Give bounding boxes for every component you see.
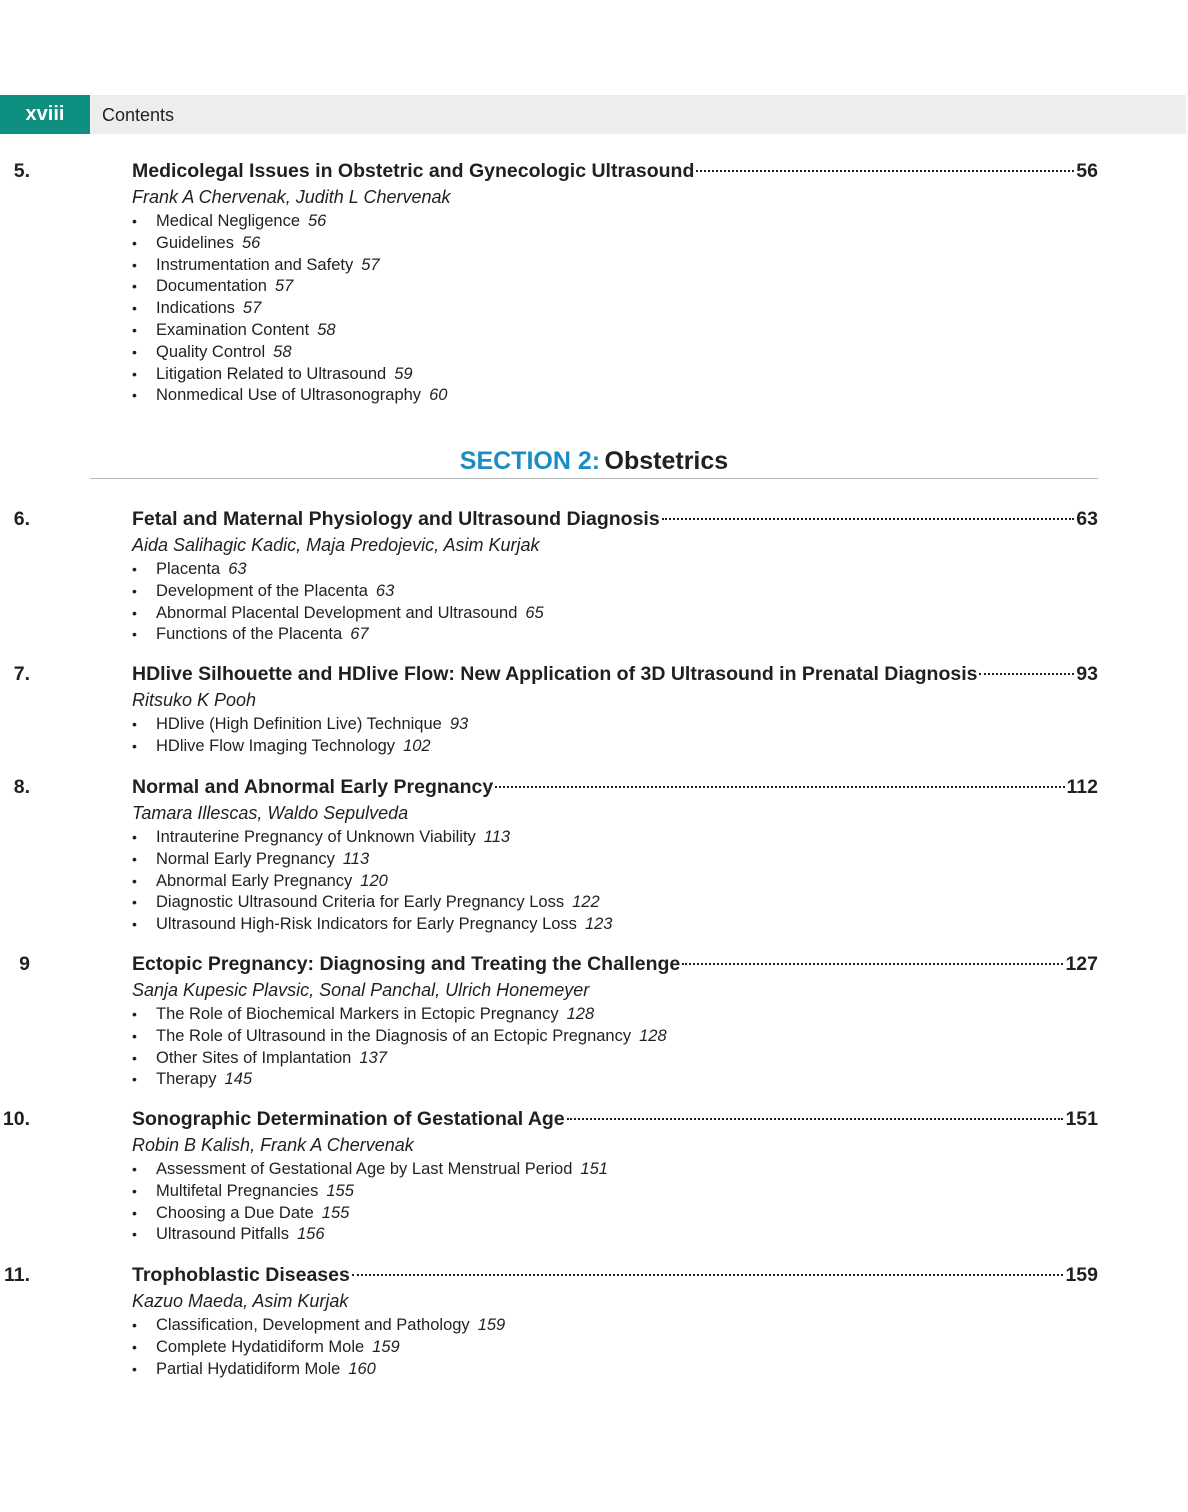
topic-item[interactable] (132, 1224, 608, 1246)
topic-title: Instrumentation and Safety (156, 255, 354, 274)
bullet-icon: • (132, 1049, 137, 1066)
running-header (0, 95, 1186, 134)
topic-page-number: 102 (403, 736, 431, 755)
chapter-number: 5. (13, 160, 30, 182)
topic-item[interactable] (132, 736, 468, 758)
chapter-title[interactable]: Ectopic Pregnancy: Diagnosing and Treating the Challenge (132, 953, 681, 975)
topic-item[interactable] (132, 871, 612, 893)
topic-title: Quality Control (156, 342, 266, 361)
bullet-icon: • (132, 582, 137, 599)
bullet-icon: • (132, 300, 137, 317)
topic-title: Nonmedical Use of Ultrasonography (156, 386, 422, 405)
topic-list (132, 211, 447, 407)
topic-page-number: 155 (321, 1203, 350, 1222)
bullet-icon: • (132, 737, 137, 754)
chapter-page-number: 159 (1065, 1264, 1098, 1286)
topic-page-number: 113 (483, 828, 511, 846)
topic-title: Development of the Placenta (156, 581, 368, 600)
topic-page-number: 58 (317, 320, 336, 339)
topic-title: Ultrasound High-Risk Indicators for Early Pregnancy Loss (156, 915, 577, 934)
chapter-heading (0, 951, 1098, 977)
topic-title: Abnormal Early Pregnancy (156, 871, 353, 890)
topic-page-number: 60 (429, 386, 448, 405)
topic-title: Diagnostic Ultrasound Criteria for Early Pregnancy Loss (156, 893, 565, 912)
topic-title: Abnormal Placental Development and Ultrasound (156, 603, 518, 622)
chapter-title-line[interactable] (132, 951, 1098, 977)
chapter-number: 6. (13, 508, 30, 530)
bullet-icon: • (132, 256, 137, 273)
topic-title: HDlive Flow Imaging Technology (156, 736, 396, 755)
topic-title: Intrauterine Pregnancy of Unknown Viability (156, 828, 476, 846)
chapter-authors: Robin B Kalish, Frank A Chervenak (132, 1135, 414, 1155)
bullet-icon: • (132, 1006, 137, 1022)
chapter-title-line[interactable] (132, 158, 1098, 184)
bullet-icon: • (132, 1161, 137, 1177)
chapter-authors: Kazuo Maeda, Asim Kurjak (132, 1291, 349, 1311)
dot-leader (696, 170, 1074, 172)
chapter-title-line[interactable] (132, 1262, 1098, 1288)
dot-leader (495, 786, 1064, 788)
bullet-icon: • (132, 850, 137, 867)
topic-title: Examination Content (156, 320, 310, 339)
topic-page-number: 57 (361, 255, 380, 274)
section-heading (90, 446, 1098, 479)
topic-page-number: 155 (326, 1181, 354, 1200)
chapter-authors: Aida Salihagic Kadic, Maja Predojevic, Asim Kurjak (132, 535, 540, 555)
chapter-title[interactable]: HDlive Silhouette and HDlive Flow: New Application of 3D Ultrasound in Prenatal Diagnosis (132, 663, 978, 685)
topic-item[interactable] (132, 298, 447, 320)
chapter-heading (0, 774, 1098, 800)
topic-item[interactable] (132, 1069, 667, 1091)
topic-title: Complete Hydatidiform Mole (156, 1337, 365, 1356)
bullet-icon: • (132, 916, 137, 933)
chapter-page-number: 112 (1066, 776, 1098, 798)
topic-title: Choosing a Due Date (156, 1203, 314, 1222)
topic-page-number: 93 (449, 715, 469, 733)
topic-list (132, 1315, 505, 1380)
topic-list (132, 714, 468, 758)
topic-page-number: 145 (224, 1070, 253, 1089)
topic-title: Classification, Development and Pathology (156, 1316, 470, 1334)
chapter-title-line[interactable] (132, 661, 1098, 687)
dot-leader (662, 518, 1075, 520)
topic-item[interactable] (132, 1181, 608, 1203)
topic-page-number: 122 (572, 893, 600, 912)
bullet-icon: • (132, 234, 137, 251)
section-name: Obstetrics (604, 447, 729, 475)
chapter-title-line[interactable] (132, 506, 1098, 532)
topic-item[interactable] (132, 827, 612, 849)
topic-list (132, 827, 612, 936)
topic-page-number: 113 (342, 849, 370, 868)
bullet-icon: • (132, 1338, 137, 1355)
chapter-title[interactable]: Normal and Abnormal Early Pregnancy (132, 776, 494, 798)
chapter-page-number: 127 (1065, 953, 1098, 975)
topic-page-number: 123 (584, 915, 613, 934)
topic-page-number: 156 (296, 1225, 325, 1244)
chapter-page-number: 151 (1065, 1108, 1098, 1130)
topic-item[interactable] (132, 1159, 608, 1181)
topic-page-number: 63 (228, 560, 247, 578)
topic-page-number: 57 (274, 277, 294, 296)
topic-page-number: 58 (273, 342, 292, 361)
bullet-icon: • (132, 1360, 137, 1377)
chapter-title[interactable]: Trophoblastic Diseases (132, 1264, 350, 1286)
topic-page-number: 63 (375, 581, 395, 600)
bullet-icon: • (132, 626, 137, 643)
chapter-heading (0, 1106, 1098, 1132)
bullet-icon: • (132, 365, 137, 382)
topic-item[interactable] (132, 1203, 608, 1225)
section-label: SECTION 2: (459, 447, 601, 475)
topic-page-number: 59 (394, 364, 413, 383)
chapter-title[interactable]: Sonographic Determination of Gestational Age (132, 1108, 565, 1130)
bullet-icon: • (132, 343, 137, 360)
chapter-page-number: 93 (1076, 663, 1098, 685)
topic-item[interactable] (132, 714, 468, 736)
topic-title: Documentation (156, 277, 267, 296)
topic-item[interactable] (132, 320, 447, 342)
page-number: xviii (0, 95, 90, 134)
bullet-icon: • (132, 716, 137, 732)
chapter-page-number: 56 (1076, 160, 1098, 182)
topic-item[interactable] (132, 342, 447, 364)
topic-list (132, 1004, 667, 1091)
bullet-icon: • (132, 561, 137, 577)
chapter-title-line[interactable] (132, 774, 1098, 800)
topic-item[interactable] (132, 1048, 667, 1070)
chapter-number: 10. (2, 1108, 30, 1130)
bullet-icon: • (132, 387, 137, 404)
chapter-number: 7. (13, 663, 30, 685)
chapter-number: 11. (3, 1264, 30, 1286)
topic-page-number: 56 (308, 212, 327, 230)
bullet-icon: • (132, 872, 137, 889)
bullet-icon: • (132, 894, 137, 911)
topic-title: Other Sites of Implantation (156, 1048, 352, 1067)
chapter-heading (0, 158, 1098, 184)
topic-item[interactable] (132, 255, 447, 277)
chapter-authors: Ritsuko K Pooh (132, 690, 257, 710)
bullet-icon: • (132, 1226, 137, 1243)
topic-item[interactable] (132, 603, 544, 625)
topic-title: The Role of Biochemical Markers in Ectopic Pregnancy (156, 1005, 559, 1023)
topic-item[interactable] (132, 1004, 667, 1026)
topic-item[interactable] (132, 849, 612, 871)
topic-page-number: 159 (372, 1337, 400, 1356)
chapter-number: 8. (13, 776, 30, 798)
chapter-authors: Frank A Chervenak, Judith L Chervenak (132, 187, 451, 207)
dot-leader (567, 1118, 1064, 1120)
chapter-authors: Tamara Illescas, Waldo Sepulveda (132, 803, 409, 823)
topic-page-number: 159 (477, 1316, 506, 1334)
topic-title: Placenta (156, 560, 221, 578)
chapter-heading (0, 661, 1098, 687)
topic-page-number: 128 (639, 1026, 667, 1045)
bullet-icon: • (132, 1071, 137, 1088)
dot-leader (979, 673, 1074, 675)
bullet-icon: • (132, 1204, 137, 1221)
topic-item[interactable] (132, 276, 447, 298)
chapter-number: 9 (19, 953, 30, 975)
topic-title: Ultrasound Pitfalls (156, 1225, 289, 1244)
running-title: Contents (102, 105, 175, 125)
topic-list (132, 559, 544, 646)
topic-item[interactable] (132, 364, 447, 386)
topic-item[interactable] (132, 385, 447, 407)
topic-item[interactable] (132, 559, 544, 581)
topic-title: Litigation Related to Ultrasound (156, 364, 387, 383)
topic-item[interactable] (132, 1026, 667, 1048)
topic-title: Indications (156, 299, 235, 318)
bullet-icon: • (132, 1317, 137, 1333)
topic-item[interactable] (132, 581, 544, 603)
bullet-icon: • (132, 829, 137, 845)
topic-item[interactable] (132, 1337, 505, 1359)
topic-page-number: 151 (580, 1160, 608, 1178)
topic-title: Assessment of Gestational Age by Last Menstrual Period (156, 1160, 573, 1178)
topic-item[interactable] (132, 233, 447, 255)
topic-page-number: 120 (360, 871, 388, 890)
chapter-heading (0, 1262, 1098, 1288)
topic-item[interactable] (132, 624, 544, 646)
topic-page-number: 65 (525, 603, 544, 622)
topic-title: Normal Early Pregnancy (156, 849, 335, 868)
dot-leader (352, 1274, 1064, 1276)
topic-item[interactable] (132, 1359, 505, 1381)
topic-page-number: 67 (350, 625, 369, 644)
topic-list (132, 1159, 608, 1246)
topic-page-number: 160 (348, 1359, 376, 1378)
topic-item[interactable] (132, 211, 447, 233)
chapter-title-line[interactable] (132, 1106, 1098, 1132)
bullet-icon: • (132, 1182, 137, 1199)
topic-title: Multifetal Pregnancies (156, 1181, 319, 1200)
topic-title: Therapy (156, 1070, 217, 1089)
chapter-page-number: 63 (1076, 508, 1098, 530)
topic-page-number: 57 (242, 299, 262, 318)
chapter-title[interactable]: Fetal and Maternal Physiology and Ultrasound Diagnosis (132, 508, 660, 530)
topic-title: HDlive (High Definition Live) Technique (156, 715, 442, 733)
bullet-icon: • (132, 321, 137, 338)
topic-title: Guidelines (156, 233, 234, 252)
topic-item[interactable] (132, 914, 612, 936)
bullet-icon: • (132, 213, 137, 229)
topic-title: Partial Hydatidiform Mole (156, 1359, 341, 1378)
chapter-authors: Sanja Kupesic Plavsic, Sonal Panchal, Ulrich Honemeyer (132, 980, 590, 1000)
bullet-icon: • (132, 604, 137, 621)
chapter-heading (0, 506, 1098, 532)
topic-page-number: 128 (566, 1005, 595, 1023)
topic-title: The Role of Ultrasound in the Diagnosis of an Ectopic Pregnancy (156, 1026, 632, 1045)
topic-item[interactable] (132, 892, 612, 914)
dot-leader (682, 963, 1063, 965)
topic-title: Medical Negligence (156, 212, 300, 230)
bullet-icon: • (132, 278, 137, 295)
chapter-title[interactable]: Medicolegal Issues in Obstetric and Gynecologic Ultrasound (132, 160, 695, 182)
topic-page-number: 137 (359, 1048, 387, 1067)
bullet-icon: • (132, 1027, 137, 1044)
topic-title: Functions of the Placenta (156, 625, 343, 644)
topic-item[interactable] (132, 1315, 505, 1337)
topic-page-number: 56 (241, 233, 261, 252)
